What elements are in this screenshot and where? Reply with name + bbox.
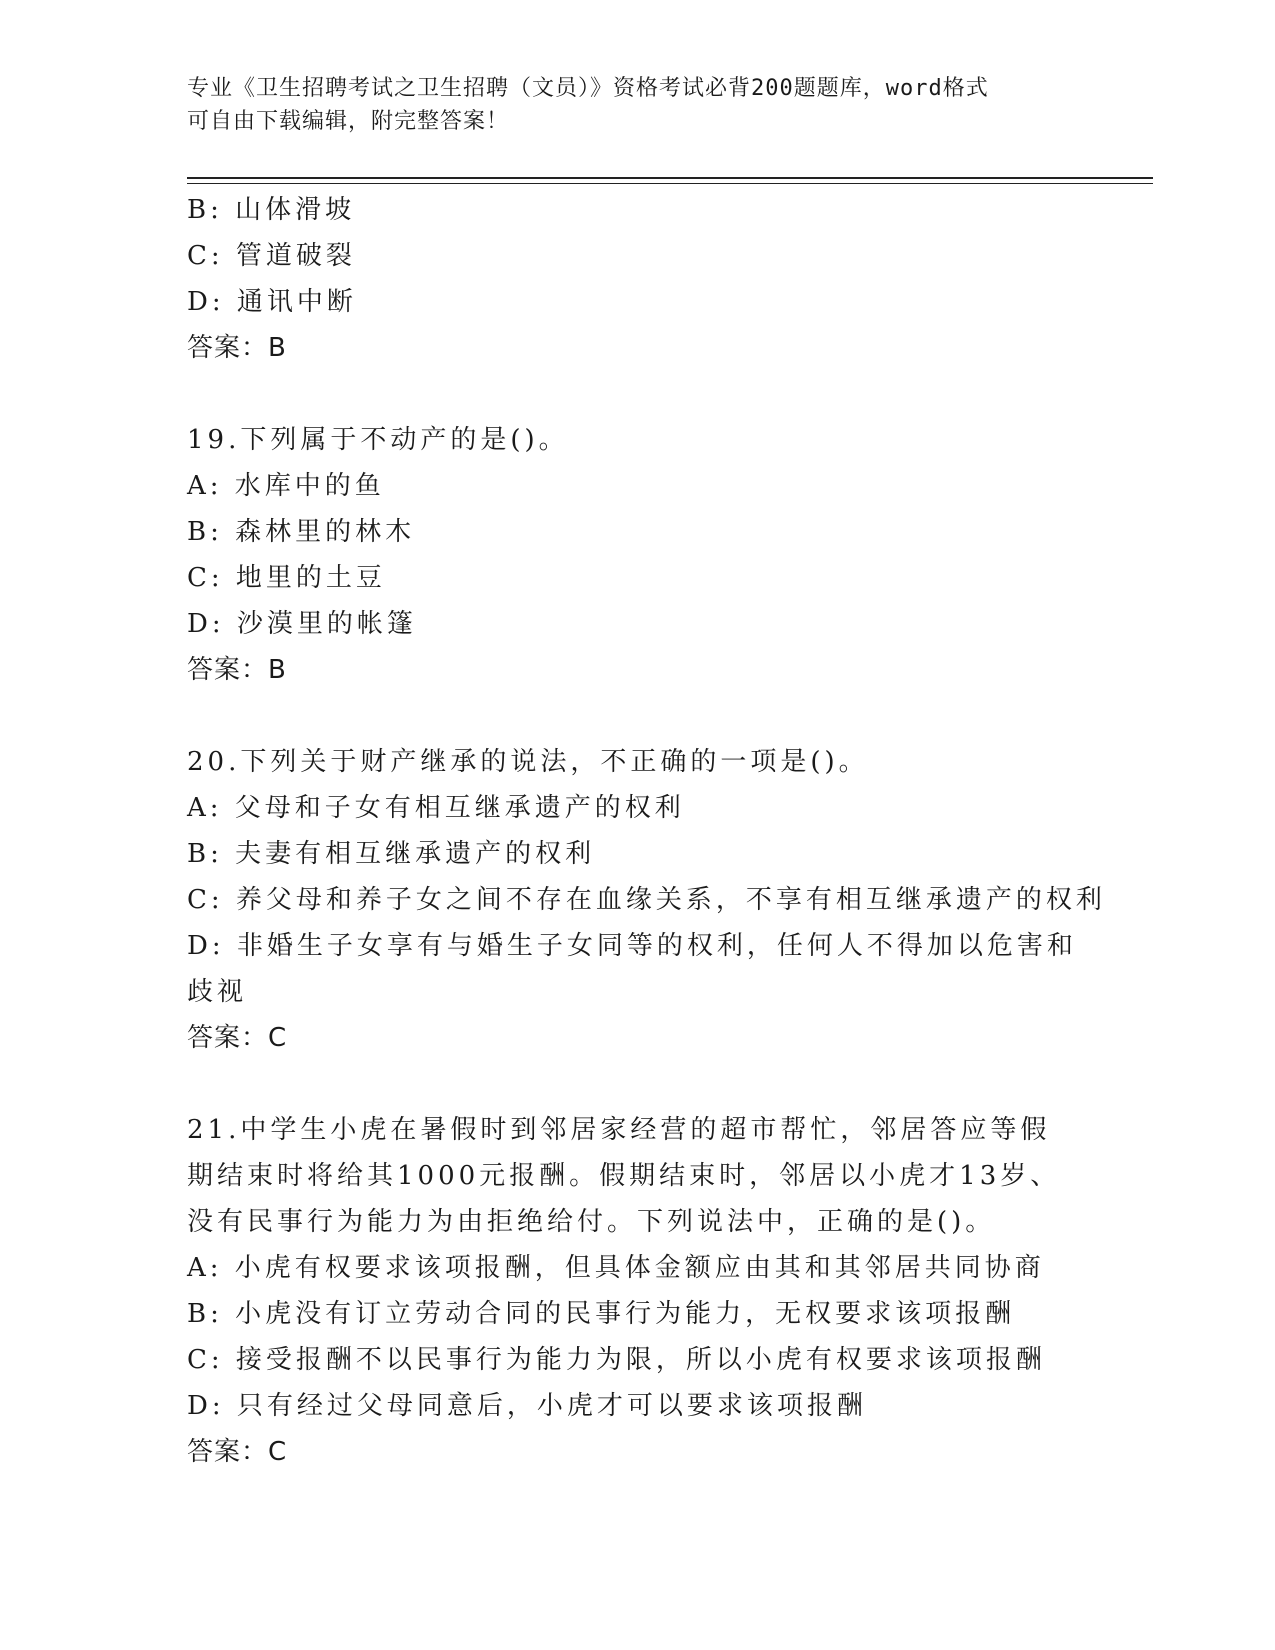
question-20: [187, 739, 1106, 1061]
option-b: B: 山体滑坡: [187, 195, 356, 225]
option-b: B: 小虎没有订立劳动合同的民事行为能力，无权要求该项报酬: [187, 1299, 1016, 1329]
option-d: D: 沙漠里的帐篷: [187, 609, 417, 639]
option-c: C: 管道破裂: [187, 241, 356, 271]
option-a: A: 父母和子女有相互继承遗产的权利: [187, 793, 685, 823]
spacer: [187, 1061, 1087, 1107]
option-d: D: 通讯中断: [187, 287, 357, 317]
question-stem: 20.下列关于财产继承的说法，不正确的一项是()。: [187, 747, 869, 777]
spacer: [187, 371, 1087, 417]
answer: 答案：C: [187, 1023, 288, 1053]
option-d: D: 只有经过父母同意后，小虎才可以要求该项报酬: [187, 1391, 867, 1421]
answer: 答案：C: [187, 1437, 288, 1467]
header-rule-thick: [187, 177, 1153, 179]
question-19: [187, 417, 1087, 693]
header-title-line-2: 可自由下载编辑，附完整答案！: [187, 109, 510, 134]
question-stem: 19.下列属于不动产的是()。: [187, 425, 569, 455]
page-header: [187, 72, 1067, 138]
option-b: B: 森林里的林木: [187, 517, 416, 547]
option-a: A: 小虎有权要求该项报酬，但具体金额应由其和其邻居共同协商: [187, 1253, 1045, 1283]
question-18-tail: [187, 187, 1087, 371]
answer: 答案：B: [187, 655, 287, 685]
answer: 答案：B: [187, 333, 287, 363]
spacer: [187, 693, 1087, 739]
question-stem: 21.中学生小虎在暑假时到邻居家经营的超市帮忙，邻居答应等假期结束时将给其1000元报酬。假期结束时，邻居以小虎才13岁、没有民事行为能力为由拒绝给付。下列说法中，正确的是()。: [187, 1115, 1061, 1237]
option-a: A: 水库中的鱼: [187, 471, 385, 501]
question-21: [187, 1107, 1087, 1475]
option-d: D: 非婚生子女享有与婚生子女同等的权利，任何人不得加以危害和歧视: [187, 931, 1077, 1007]
header-title-line-1: 专业《卫生招聘考试之卫生招聘（文员）》资格考试必背200题题库，word格式: [187, 76, 989, 101]
option-c: C: 养父母和养子女之间不存在血缘关系，不享有相互继承遗产的权利: [187, 885, 1106, 915]
header-rule-thin: [187, 183, 1153, 184]
option-c: C: 接受报酬不以民事行为能力为限，所以小虎有权要求该项报酬: [187, 1345, 1046, 1375]
option-c: C: 地里的土豆: [187, 563, 386, 593]
document-body: [187, 187, 1106, 1475]
option-b: B: 夫妻有相互继承遗产的权利: [187, 839, 596, 869]
